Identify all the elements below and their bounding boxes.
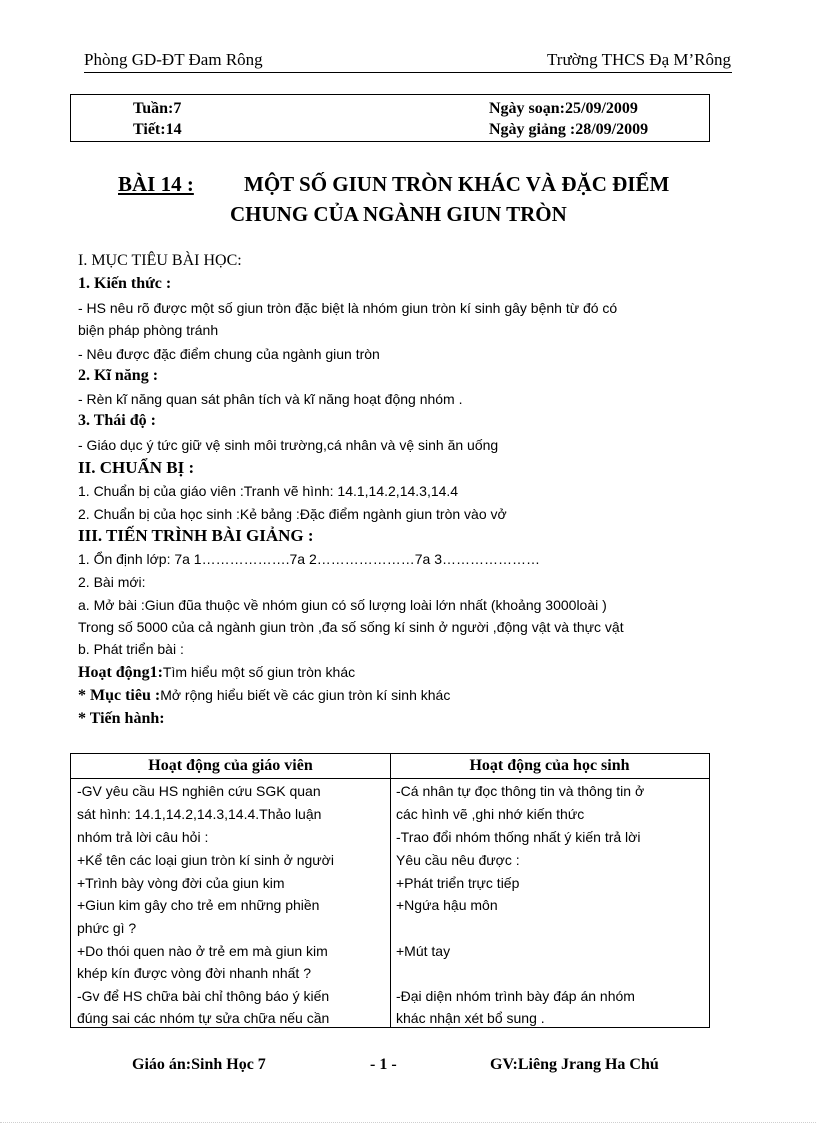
knowledge-2: - Nêu được đặc điểm chung của ngành giun tròn [78,346,380,362]
period-label: Tiết:14 [133,121,182,138]
col-teacher-header: Hoạt động của giáo viên [148,757,313,774]
lesson-info-box [70,94,710,142]
student-line: khác nhận xét bổ sung . [396,1010,545,1026]
teacher-line: -Gv để HS chữa bài chỉ thông báo ý kiến [77,988,330,1004]
student-line: -Trao đổi nhóm thống nhất ý kiến trả lời [396,829,641,845]
teacher-line: -GV yêu cầu HS nghiên cứu SGK quan [77,783,321,799]
knowledge-1-cont: biện pháp phòng tránh [78,322,219,338]
teacher-line: khép kín được vòng đời nhanh nhất ? [77,965,312,981]
intro-1: a. Mở bài :Giun đũa thuộc về nhóm giun có số lượng loài lớn nhất (khoảng 3000loài ) [78,597,607,613]
col-student-header: Hoạt động của học sinh [469,757,630,774]
header-school-office: Phòng GD-ĐT Đam Rông [84,50,263,69]
teacher-line: sát hình: 14.1,14.2,14.3,14.4.Thảo luận [77,806,322,822]
section-preparation: II. CHUẨN BỊ : [78,458,195,477]
student-line: -Cá nhân tự đọc thông tin và thông tin ở [396,783,645,799]
student-line: +Ngứa hậu môn [396,897,498,913]
page-number: - 1 - [370,1056,397,1073]
student-line: Yêu cầu nêu được : [396,852,520,868]
class-stabilize: 1. Ổn định lớp: 7a 1……………….7a 2…………………7a 3………………… [78,551,540,567]
goal-text: Mở rộng hiểu biết về các giun tròn kí sinh khác [160,687,451,703]
footer-subject: Giáo án:Sinh Học 7 [132,1056,266,1073]
student-line: các hình vẽ ,ghi nhớ kiến thức [396,806,585,822]
header-school-name: Trường THCS Đạ M’Rông [547,50,731,69]
prep-date: Ngày soạn:25/09/2009 [489,100,638,117]
section-process: III. TIẾN TRÌNH BÀI GIẢNG : [78,526,314,545]
student-line: +Mút tay [396,943,451,959]
teacher-line: phức gì ? [77,920,137,936]
student-line: +Phát triển trực tiếp [396,875,520,891]
teacher-line: +Trình bày vòng đời của giun kim [77,875,285,891]
attitude-1: - Giáo dục ý tức giữ vệ sinh môi trường,cá nhân và vệ sinh ăn uống [78,437,499,453]
lesson-number: BÀI 14 : [118,172,194,196]
new-lesson: 2. Bài mới: [78,574,146,590]
activity-1 [78,664,355,682]
teach-date: Ngày giảng :28/09/2009 [489,121,649,138]
activity-goal [78,687,450,705]
procedure-label: * Tiến hành: [78,710,165,727]
header-divider [84,72,732,73]
activity-table [70,753,710,1028]
develop-lesson: b. Phát triển bài : [78,641,184,657]
teacher-line: +Giun kim gây cho trẻ em những phiền [77,897,320,913]
activity-1-text: Tìm hiểu một số giun tròn khác [162,664,356,680]
table-column-divider [390,754,391,1027]
intro-2: Trong số 5000 của cả ngành giun tròn ,đa số sống kí sinh ở người ,động vật và thực vật [78,619,624,635]
subsection-knowledge: 1. Kiến thức : [78,275,172,292]
prep-student: 2. Chuẩn bị của học sinh :Kẻ bảng :Đặc điểm ngành giun tròn vào vở [78,506,507,522]
teacher-line: nhóm trả lời câu hỏi : [77,829,209,845]
week-label: Tuần:7 [133,100,182,117]
title-line-2: CHUNG CỦA NGÀNH GIUN TRÒN [230,202,567,226]
teacher-line: đúng sai các nhóm tự sửa chữa nếu cần [77,1010,330,1026]
title-line-1: MỘT SỐ GIUN TRÒN KHÁC VÀ ĐẶC ĐIỂM [244,172,670,196]
goal-label: * Mục tiêu : [78,687,161,704]
teacher-line: +Do thói quen nào ở trẻ em mà giun kim [77,943,328,959]
subsection-skills: 2. Kĩ năng : [78,367,159,384]
teacher-line: +Kể tên các loại giun tròn kí sinh ở người [77,852,334,868]
student-line: -Đại diện nhóm trình bày đáp án nhóm [396,988,635,1004]
table-header-divider [71,778,709,779]
footer-teacher: GV:Liêng Jrang Ha Chú [490,1056,659,1073]
prep-teacher: 1. Chuẩn bị của giáo viên :Tranh vẽ hình: 14.1,14.2,14.3,14.4 [78,483,459,499]
subsection-attitude: 3. Thái độ : [78,412,156,429]
section-objectives: I. MỤC TIÊU BÀI HỌC: [78,252,242,269]
activity-1-label: Hoạt động1: [78,664,163,681]
skills-1: - Rèn kĩ năng quan sát phân tích và kĩ năng hoạt động nhóm . [78,391,463,407]
knowledge-1: - HS nêu rõ được một số giun tròn đặc biệt là nhóm giun tròn kí sinh gây bệnh từ đó có [78,300,618,316]
